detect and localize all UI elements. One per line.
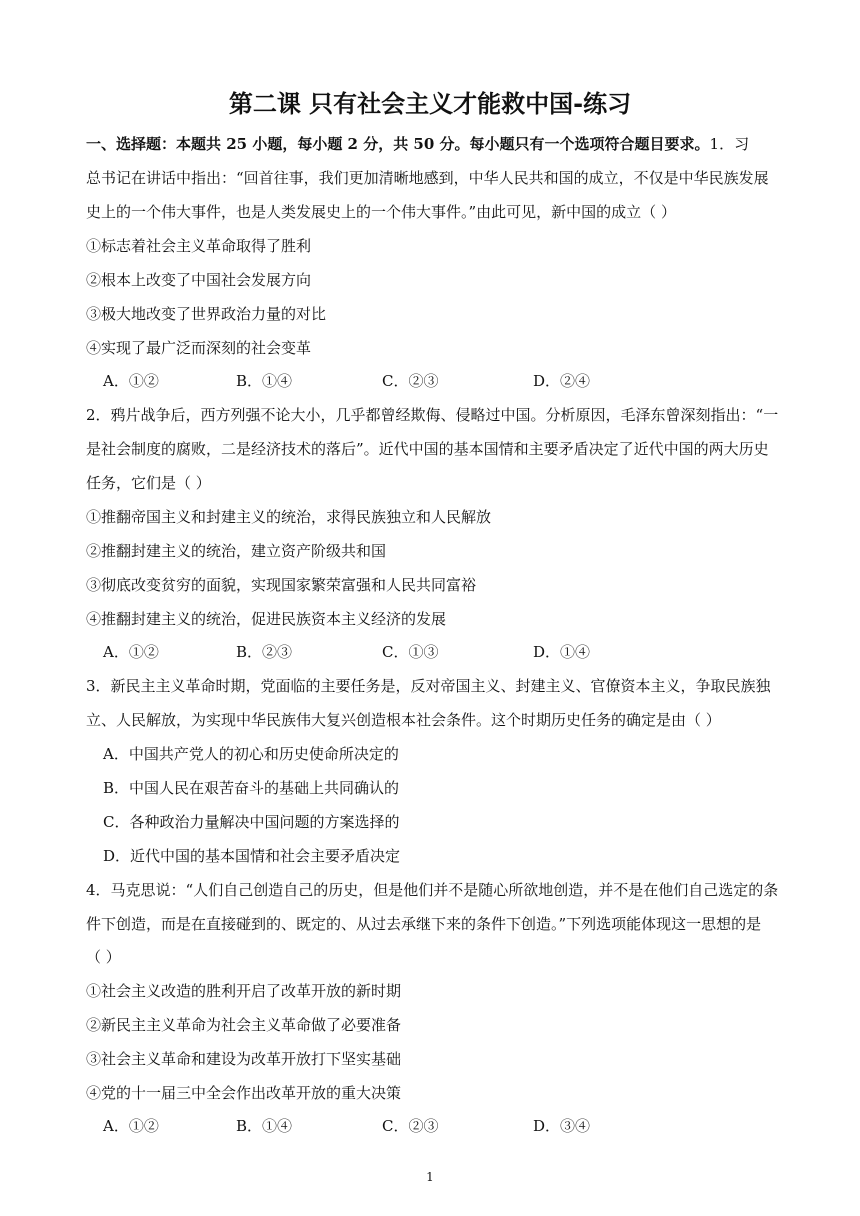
q3-option-d[interactable]: D．近代中国的基本国情和社会主要矛盾决定 [103,847,401,865]
q1-stem-line-2: 总书记在讲话中指出：“回首往事，我们更加清晰地感到，中华人民共和国的成立，不仅是中华民族发展 [86,169,769,187]
q3-option-c[interactable]: C．各种政治力量解决中国问题的方案选择的 [103,813,400,831]
q4-option-c[interactable]: C．②③ [382,1117,439,1135]
page-number: 1 [426,1170,434,1184]
q4-stem-line-2: 件下创造，而是在直接碰到的、既定的、从过去承继下来的条件下创造。”下列选项能体现这一思想的是 [86,915,762,933]
q2-item-4: ④推翻封建主义的统治，促进民族资本主义经济的发展 [86,610,447,628]
q4-item-1: ①社会主义改造的胜利开启了改革开放的新时期 [86,982,402,1000]
q1-item-4: ④实现了最广泛而深刻的社会变革 [86,339,312,357]
q3-option-b[interactable]: B．中国人民在艰苦奋斗的基础上共同确认的 [103,779,400,797]
q2-stem-line-2: 是社会制度的腐败，二是经济技术的落后”。近代中国的基本国情和主要矛盾决定了近代中国的两大历史 [86,440,769,458]
q1-option-b[interactable]: B．①④ [236,372,293,390]
q4-item-4: ④党的十一届三中全会作出改革开放的重大决策 [86,1084,402,1102]
q1-options [103,370,703,392]
page-title: 第二课 只有社会主义才能救中国-练习 [228,90,632,118]
q1-item-1: ①标志着社会主义革命取得了胜利 [86,237,312,255]
q1-stem-line-3: 史上的一个伟大事件，也是人类发展史上的一个伟大事件。”由此可见，新中国的成立（ ） [86,203,676,221]
q4-options [103,1115,703,1137]
q3-stem-line-1: 3．新民主主义革命时期，党面临的主要任务是，反对帝国主义、封建主义、官僚资本主义，争取民族独 [86,677,771,695]
q2-options [103,641,703,663]
q3-option-a[interactable]: A．中国共产党人的初心和历史使命所决定的 [103,745,399,763]
q4-option-a[interactable]: A．①② [103,1117,159,1135]
section-heading-line [86,133,786,155]
q4-item-3: ③社会主义革命和建设为改革开放打下坚实基础 [86,1050,402,1068]
q1-item-3: ③极大地改变了世界政治力量的对比 [86,305,327,323]
q1-stem-line-1: 1．习 [709,135,750,153]
q2-item-1: ①推翻帝国主义和封建主义的统治，求得民族独立和人民解放 [86,508,492,526]
q1-option-a[interactable]: A．①② [103,372,159,390]
q4-option-b[interactable]: B．①④ [236,1117,293,1135]
q4-item-2: ②新民主主义革命为社会主义革命做了必要准备 [86,1016,402,1034]
q4-option-d[interactable]: D．③④ [533,1117,591,1135]
q2-option-c[interactable]: C．①③ [382,643,439,661]
q4-stem-line-1: 4．马克思说：“人们自己创造自己的历史，但是他们并不是随心所欲地创造，并不是在他们自己选定的条 [86,881,779,899]
q1-option-c[interactable]: C．②③ [382,372,439,390]
q2-option-d[interactable]: D．①④ [533,643,591,661]
q2-option-a[interactable]: A．①② [103,643,159,661]
q2-item-3: ③彻底改变贫穷的面貌，实现国家繁荣富强和人民共同富裕 [86,576,477,594]
q1-item-2: ②根本上改变了中国社会发展方向 [86,271,312,289]
q2-item-2: ②推翻封建主义的统治，建立资产阶级共和国 [86,542,387,560]
q2-stem-line-3: 任务，它们是（ ） [86,474,211,492]
q3-stem-line-2: 立、人民解放，为实现中华民族伟大复兴创造根本社会条件。这个时期历史任务的确定是由（ ） [86,711,721,729]
q1-option-d[interactable]: D．②④ [533,372,591,390]
q2-option-b[interactable]: B．②③ [236,643,293,661]
section-heading: 一、选择题：本题共 25 小题，每小题 2 分，共 50 分。每小题只有一个选项符合题目要求。 [86,135,710,153]
q2-stem-line-1: 2．鸦片战争后，西方列强不论大小，几乎都曾经欺侮、侵略过中国。分析原因，毛泽东曾深刻指出：“一 [86,406,779,424]
q4-stem-line-3: （ ） [86,948,121,966]
